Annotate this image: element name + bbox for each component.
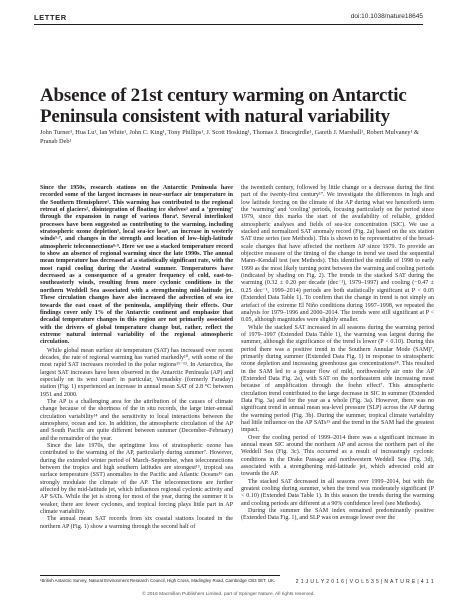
body-paragraph: The AP is a challenging area for the attribution of the causes of climate change because of the shortness of the in situ records, the large inter-annual circulation variability¹⁴ and the sensitivity to local interactions between the atmosphere, ocean and ice. In addition, the atmospheric circulation of the AP and South Pacific are quite different between summer (December–February) and the remainder of the year. xyxy=(40,398,233,442)
author-list: John Turner¹, Hua Lu¹, Ian White¹, John C. King¹, Tony Phillips¹, J. Scott Hosking¹, Thomas J. Bracegirdle¹, Gareth J. Marshall¹, Robert Mulvaney¹ & Pranab Deb¹ xyxy=(40,129,419,145)
section-label: LETTER xyxy=(34,13,67,22)
body-paragraph: Since the late 1970s, the springtime loss of stratospheric ozone has contributed to the warming of the AP, particularly during summer⁷. However, during the extended winter period of March–September, when teleconnections between the tropics and high southern latitudes are strongest¹⁵, tropical sea surface temperature (SST) anomalies in the Pacific and Atlantic Oceans¹⁶ can strongly modulate the climate of the AP. The teleconnections are further affected by the mid-latitude jet, which influences regional cyclonic activity and AP SATs. While the jet is strong for most of the year, during the summer it is weaker, there are fewer cyclones, and tropical forcing plays little part in AP climate variability. xyxy=(40,443,233,516)
right-column xyxy=(241,185,434,523)
abstract-paragraph: Since the 1950s, research stations on the Antarctic Peninsula have recorded some of the largest increases in near-surface air temperature in the Southern Hemisphere¹. This warming has contributed to the regional retreat of glaciers², disintegration of floating ice shelves³ and a ‘greening’ through the expansion in range of various flora⁴. Several interlinked processes have been suggested as contributing to the warming, including stratospheric ozone depletion⁵, local sea-ice loss⁶, an increase in westerly winds⁵·⁷, and changes in the strength and location of low–high-latitude atmospheric teleconnections⁸·⁹. Here we use a stacked temperature record to show an absence of regional warming since the late 1990s. The annual mean temperature has decreased at a statistically significant rate, with the most rapid cooling during the Austral summer. Temperatures have decreased as a consequence of a greater frequency of cold, east-to-southeasterly winds, resulting from more cyclonic conditions in the northern Weddell Sea associated with a strengthening mid-latitude jet. These circulation changes have also increased the advection of sea ice towards the east coast of the peninsula, amplifying their effects. Our findings cover only 1% of the Antarctic continent and emphasize that decadal temperature changes in this region are not primarily associated with the drivers of global temperature change but, rather, reflect the extreme natural internal variability of the regional atmospheric circulation. xyxy=(40,185,233,346)
copyright-notice: © 2016 Macmillan Publishers Limited, part of Springer Nature. All rights reserved. xyxy=(142,592,315,597)
body-paragraph: The annual mean SAT records from six coastal stations located in the northern AP (Fig. 1) show a warming through the second half of xyxy=(40,516,233,530)
body-paragraph: the twentieth century, followed by little change or a decrease during the first part of the twenty-first century¹⁷. We investigate the differences in high and low latitude forcing on the climate of the AP during what we henceforth term the ‘warming’ and ‘cooling’ periods, focusing particularly on the period since 1979, since this marks the start of the availability of reliable, gridded atmospheric analyses and fields of sea-ice concentration (SIC). We use a stacked and normalized SAT anomaly record (Fig. 2a) based on the six station SAT time series (see Methods). This is shown to be representative of the broad-scale changes that have affected the northern AP since 1979. To provide an objective measure of the timing of the change in trend we used the sequential Mann–Kendall test (see Methods). This identified the middle of 1998 to early 1999 as the most likely turning point between the warming and cooling periods (indicated by shading on Fig. 2). The trends in the stacked SAT during the warming (0.32 ± 0.20 per decade (dec⁻¹), 1979–1997) and cooling (−0.47 ± 0.25 dec⁻¹, 1999–2014) periods are both statistically significant at P < 0.05 (Extended Data Table 1). To confirm that the change in trend is not simply an artefact of the extreme El Niño conditions during 1997–1998, we repeated the analysis for 1979–1996 and 2000–2014. The trends were still significant at P < 0.05, although magnitudes were slightly smaller. xyxy=(241,185,434,324)
body-paragraph: While the stacked SAT increased in all seasons during the warming period of 1979–1997 (Extended Data Table 1), the warming was largest during the summer, although the significance of the trend is lower (P < 0.10). During this period there was a positive trend in the Southern Annular Mode (SAM)⁷, primarily during summer (Extended Data Fig. 1) in response to stratospheric ozone depletion and increasing greenhouse gas concentrations¹⁸. This resulted in the SAM led to a greater flow of mild, northwesterly air onto the AP (Extended Data Fig. 2a), with SAT on the northeastern side increasing most because of amplification through the foehn effect⁷. This atmospheric circulation trend contributed to the large decrease in SIC in summer (Extended Data Fig. 3a) and for the year as a whole (Fig. 3a). However, there was no significant trend in annual mean sea-level pressure (SLP) across the AP during the warming period (Fig. 3b). During the summer, tropical climate variability had little influence on the AP SATs¹⁵ and the trend in the SAM had the greatest impact. xyxy=(241,324,434,434)
affiliation-footnote: ¹British Antarctic Survey, Natural Environment Research Council, High Cross, Madingley Road, Cambridge CB3 0ET, UK. xyxy=(40,575,280,583)
body-paragraph: While global mean surface air temperature (SAT) has increased over recent decades, the rate of regional warming has varied markedly¹⁰, with some of the most rapid SAT increases recorded in the polar regions¹¹⁻¹³. In Antarctica, the largest SAT increases have been observed in the Antarctic Peninsula (AP) and especially on its west coast¹: in particular, Vernadsky (formerly Faraday) station (Fig. 1) experienced an increase in annual mean SAT of 2.8 °C between 1951 and 2000. xyxy=(40,347,233,398)
body-paragraph: The stacked SAT decreased in all seasons over 1999–2014, but with the greatest cooling during summer, when the trend was moderately significant (P < 0.10) (Extended Data Table 1). In this season the trends during the warming and cooling periods are different at a 90% confidence level (see Methods). xyxy=(241,478,434,507)
page-footer: 2 1 J U L Y 2 0 1 6 | V O L 5 3 5 | N A T U R E | 4 1 1 xyxy=(295,579,434,585)
header-bar xyxy=(34,13,423,22)
body-paragraph: During the summer the SAM index remained predominantly positive (Extended Data Fig. 1), and SLP was on average lower over the xyxy=(241,508,434,522)
body-paragraph: Over the cooling period of 1999–2014 there was a significant increase in annual mean SIC around the northern AP and across the northern part of the Weddell Sea (Fig. 3c). This occurred as a result of increasingly cyclonic conditions in the Drake Passage and northwestern Weddell Sea (Fig. 3d), associated with a strengthening mid-latitude jet, which advected cold air towards the AP. xyxy=(241,434,434,478)
header-rule xyxy=(34,24,423,25)
left-column xyxy=(40,185,233,531)
article-title: Absence of 21st century warming on Antarctic Peninsula consistent with natural variability xyxy=(40,85,407,127)
doi-label[interactable]: doi:10.1038/nature18645 xyxy=(350,13,423,20)
